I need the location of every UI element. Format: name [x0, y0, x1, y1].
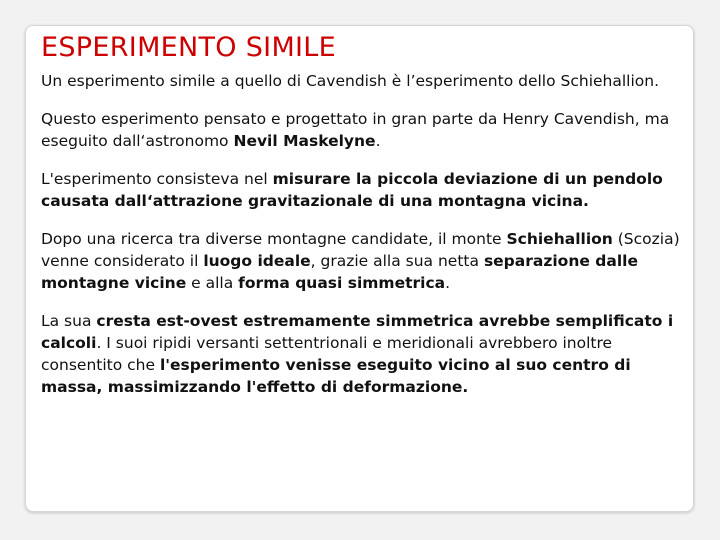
paragraph: [41, 70, 692, 92]
text-run: .: [445, 274, 451, 292]
bold-text-run: Schiehallion: [506, 230, 613, 248]
text-run: , grazie alla sua netta: [310, 252, 484, 270]
bold-text-run: misurare la piccola deviazione di un pendolo causata dall‘attrazione gravitazionale di una montagna vicina.: [41, 170, 663, 210]
slide-title: ESPERIMENTO SIMILE: [41, 32, 337, 63]
bold-text-run: forma quasi simmetrica: [238, 274, 446, 292]
bold-text-run: luogo ideale: [203, 252, 311, 270]
slide-body: [41, 70, 692, 414]
bold-text-run: l'esperimento venisse eseguito vicino al suo centro di massa, massimizzando l'effetto di deformazione.: [41, 356, 631, 396]
text-run: Dopo una ricerca tra diverse montagne candidate, il monte: [41, 230, 507, 248]
bold-text-run: cresta est-ovest estremamente simmetrica avrebbe semplificato i calcoli: [41, 312, 674, 352]
text-run: . I suoi ripidi versanti settentrionali e meridionali avrebbero inoltre consentito che: [41, 334, 613, 374]
paragraph: [41, 168, 692, 212]
slide-panel: [25, 25, 694, 512]
paragraph: [41, 228, 692, 294]
text-run: La sua: [41, 312, 97, 330]
text-run: L'esperimento consisteva nel: [41, 170, 273, 188]
text-run: .: [375, 132, 381, 150]
text-run: Questo esperimento pensato e progettato in gran parte da Henry Cavendish, ma eseguito dall‘astronomo: [41, 110, 670, 150]
bold-text-run: separazione dalle montagne vicine: [41, 252, 638, 292]
paragraph: [41, 310, 692, 398]
paragraph: [41, 108, 692, 152]
text-run: Un esperimento simile a quello di Cavendish è l’esperimento dello Schiehallion.: [41, 72, 660, 90]
text-run: (Scozia) venne considerato il: [41, 230, 680, 270]
text-run: e alla: [186, 274, 239, 292]
bold-text-run: Nevil Maskelyne: [233, 132, 376, 150]
